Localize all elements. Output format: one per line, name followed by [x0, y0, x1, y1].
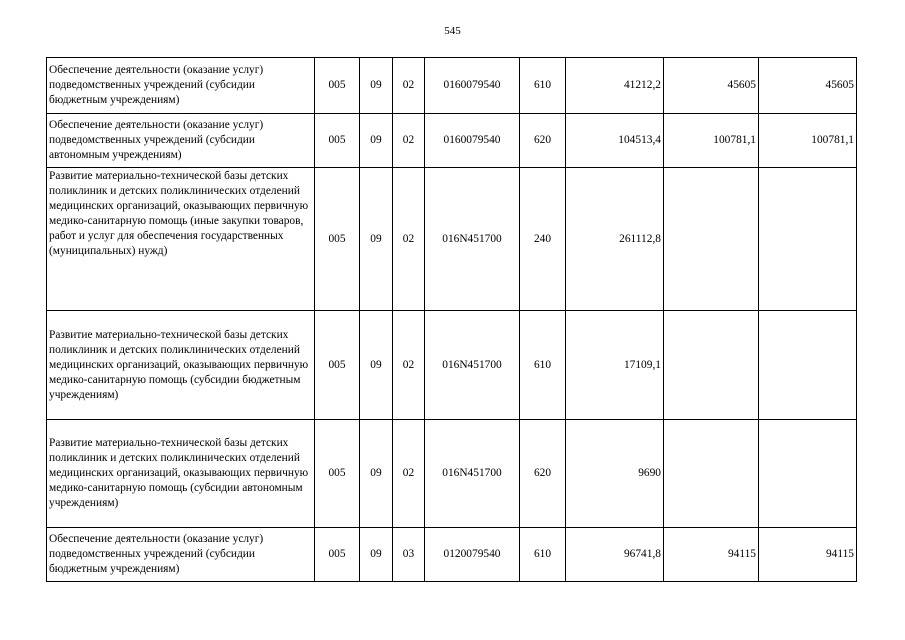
expense-type-code: 240 — [520, 168, 566, 311]
amount-3 — [759, 420, 857, 528]
subsection-code: 02 — [393, 168, 425, 311]
amount-1: 17109,1 — [566, 311, 664, 420]
section-code: 09 — [360, 528, 393, 582]
expense-type-code: 620 — [520, 420, 566, 528]
section-code: 09 — [360, 311, 393, 420]
amount-3 — [759, 311, 857, 420]
table-row — [47, 114, 857, 168]
subsection-code: 03 — [393, 528, 425, 582]
amount-2: 94115 — [664, 528, 759, 582]
amount-2 — [664, 311, 759, 420]
table-row — [47, 168, 857, 311]
target-article-code: 016N451700 — [425, 311, 520, 420]
target-article-code: 016N451700 — [425, 168, 520, 311]
page-number: 545 — [444, 25, 461, 37]
subsection-code: 02 — [393, 58, 425, 114]
section-code: 09 — [360, 168, 393, 311]
row-description: Обеспечение деятельности (оказание услуг) подведомственных учреждений (субсидии бюджетным учреждениям) — [47, 58, 315, 114]
ministry-code: 005 — [315, 528, 360, 582]
target-article-code: 0160079540 — [425, 114, 520, 168]
target-article-code: 016N451700 — [425, 420, 520, 528]
amount-2: 45605 — [664, 58, 759, 114]
subsection-code: 02 — [393, 311, 425, 420]
amount-2: 100781,1 — [664, 114, 759, 168]
section-code: 09 — [360, 420, 393, 528]
table-row — [47, 58, 857, 114]
target-article-code: 0120079540 — [425, 528, 520, 582]
row-description: Обеспечение деятельности (оказание услуг) подведомственных учреждений (субсидии бюджетным учреждениям) — [47, 528, 315, 582]
amount-1: 96741,8 — [566, 528, 664, 582]
table-row — [47, 528, 857, 582]
budget-table — [46, 57, 857, 582]
ministry-code: 005 — [315, 114, 360, 168]
ministry-code: 005 — [315, 311, 360, 420]
row-description: Развитие материально-технической базы детских поликлиник и детских поликлинических отделений медицинских организаций, оказывающих первичную медико-санитарную помощь (иные закупки товаров, работ и услуг для обеспечения государственных (муниципальных) нужд) — [47, 168, 315, 311]
table-row — [47, 420, 857, 528]
ministry-code: 005 — [315, 168, 360, 311]
target-article-code: 0160079540 — [425, 58, 520, 114]
ministry-code: 005 — [315, 58, 360, 114]
expense-type-code: 610 — [520, 528, 566, 582]
amount-1: 9690 — [566, 420, 664, 528]
row-description: Развитие материально-технической базы детских поликлиник и детских поликлинических отделений медицинских организаций, оказывающих первичную медико-санитарную помощь (субсидии бюджетным учреждениям) — [47, 311, 315, 420]
amount-1: 41212,2 — [566, 58, 664, 114]
amount-2 — [664, 420, 759, 528]
subsection-code: 02 — [393, 114, 425, 168]
expense-type-code: 610 — [520, 58, 566, 114]
amount-3: 45605 — [759, 58, 857, 114]
section-code: 09 — [360, 114, 393, 168]
amount-3: 94115 — [759, 528, 857, 582]
section-code: 09 — [360, 58, 393, 114]
ministry-code: 005 — [315, 420, 360, 528]
amount-1: 261112,8 — [566, 168, 664, 311]
amount-1: 104513,4 — [566, 114, 664, 168]
amount-3 — [759, 168, 857, 311]
expense-type-code: 610 — [520, 311, 566, 420]
subsection-code: 02 — [393, 420, 425, 528]
row-description: Развитие материально-технической базы детских поликлиник и детских поликлинических отделений медицинских организаций, оказывающих первичную медико-санитарную помощь (субсидии автономным учреждениям) — [47, 420, 315, 528]
row-description: Обеспечение деятельности (оказание услуг) подведомственных учреждений (субсидии автономным учреждениям) — [47, 114, 315, 168]
expense-type-code: 620 — [520, 114, 566, 168]
amount-3: 100781,1 — [759, 114, 857, 168]
table-row — [47, 311, 857, 420]
amount-2 — [664, 168, 759, 311]
